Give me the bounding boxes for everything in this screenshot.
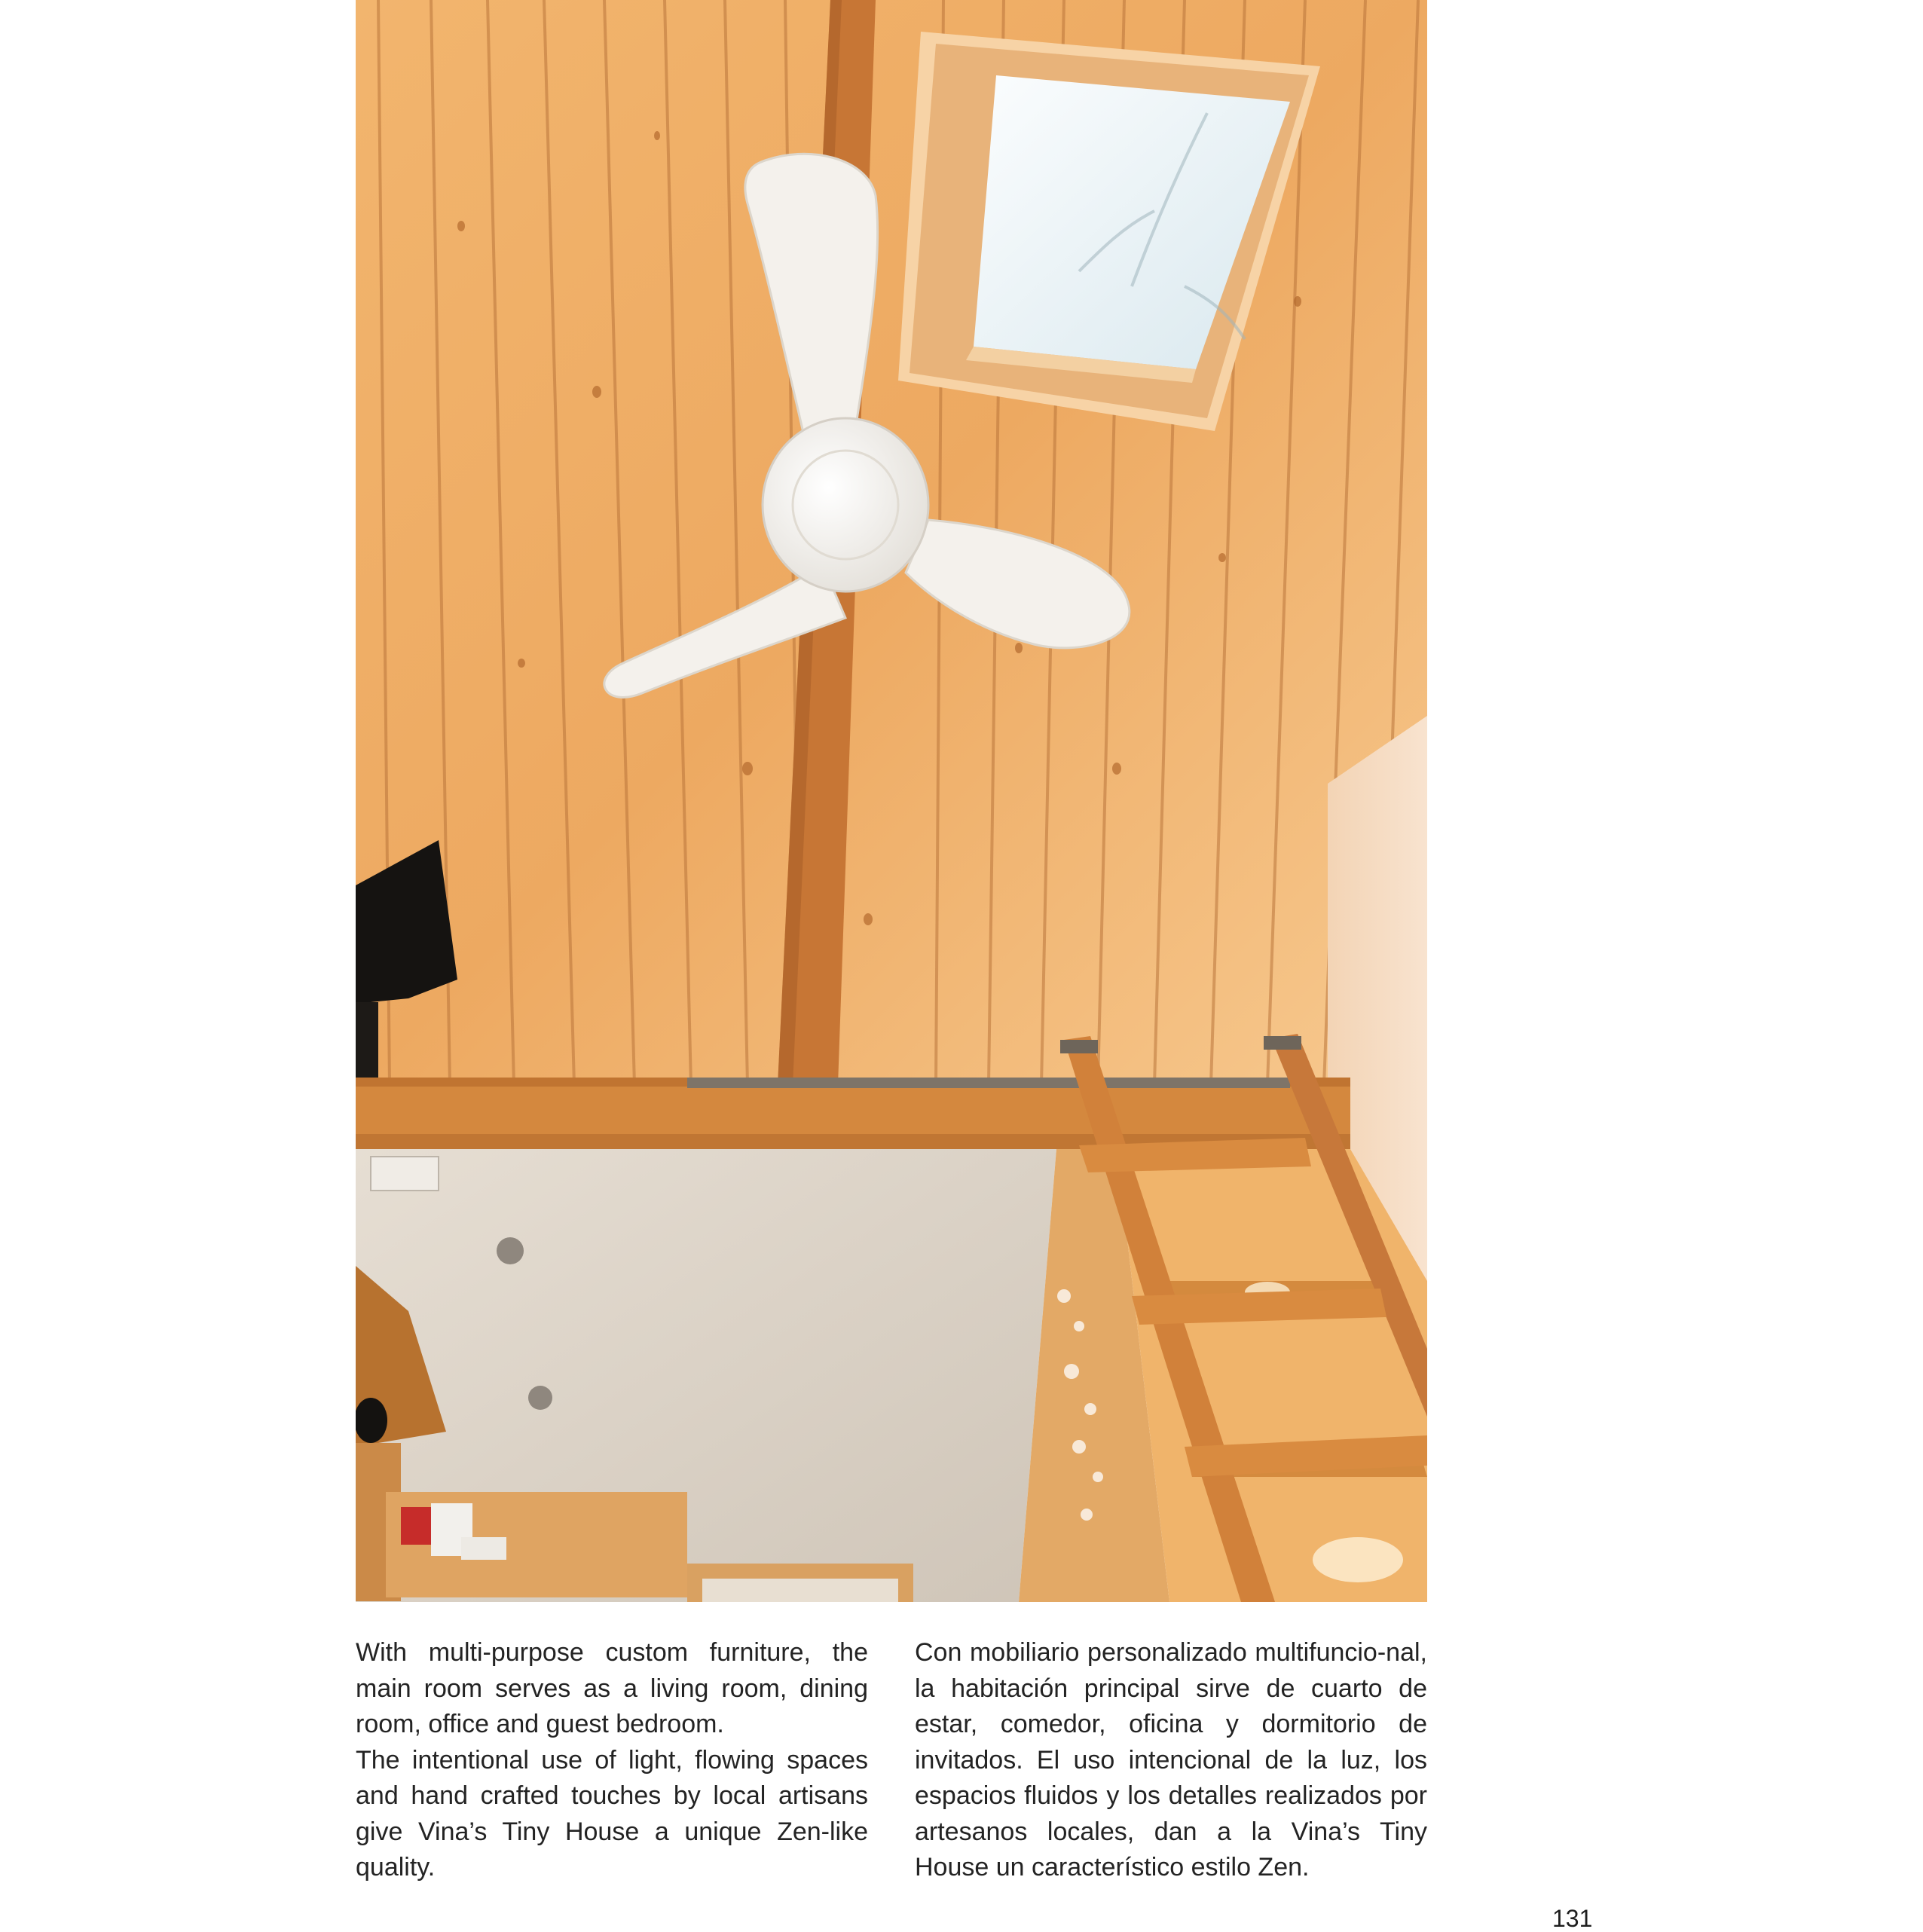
- loft-stairs: [1117, 1149, 1427, 1602]
- page-number: 131: [1552, 1905, 1593, 1932]
- recessed-light: [497, 1237, 524, 1264]
- interior-photo: [356, 0, 1427, 1602]
- caption-es-paragraph-1: Con mobiliario personalizado multifuncio-nal, la habitación principal sirve de cuarto de estar, comedor, oficina y dormitorio de invitados. El uso intencional de la luz, los espacios fluidos y los detalles realizados por artesanos locales, dan a la Vina’s Tiny House un característico estilo Zen.: [915, 1638, 1427, 1882]
- ladder-rail: [687, 1078, 1290, 1088]
- recessed-light: [528, 1386, 552, 1410]
- caption-spanish: [915, 1635, 1427, 1886]
- caption-en-paragraph-2: The intentional use of light, flowing spaces and hand crafted touches by local artisans give Vina’s Tiny House a unique Zen-like quality.: [356, 1745, 868, 1882]
- caption-english: [356, 1635, 868, 1886]
- caption-en-paragraph-1: With multi-purpose custom furniture, the main room serves as a living room, dining room, office and guest bedroom.: [356, 1638, 868, 1738]
